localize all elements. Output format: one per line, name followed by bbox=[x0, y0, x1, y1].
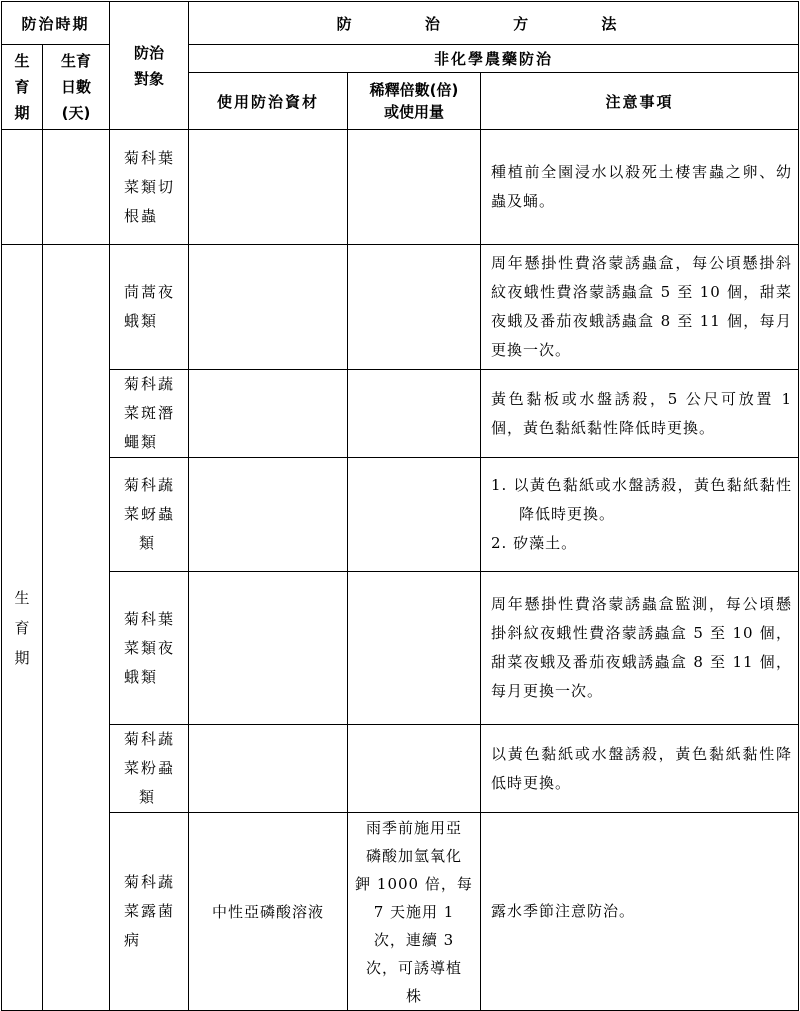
row-3-note-1: 1. 以黃色黏紙或水盤誘殺，黃色黏紙黏性降低時更換。 bbox=[491, 476, 793, 523]
row-0-material bbox=[189, 130, 348, 245]
row-5-target: 菊科蔬 菜粉蝨 類 bbox=[110, 725, 189, 813]
row-0-dilution bbox=[348, 130, 481, 245]
row-4-material bbox=[189, 572, 348, 725]
header-period: 防治時期 bbox=[2, 2, 110, 45]
row-0-stage bbox=[2, 130, 43, 245]
row-1-dilution bbox=[348, 245, 481, 370]
header-growth-stage: 生 育 期 bbox=[2, 45, 43, 130]
row-1-notes: 周年懸掛性費洛蒙誘蟲盒，每公頃懸掛斜紋夜蛾性費洛蒙誘蟲盒 5 至 10 個，甜菜夜蛾及番茄夜蛾誘蟲盒 8 至 11 個，每月更換一次。 bbox=[481, 245, 799, 370]
row-3-notes-list bbox=[491, 471, 792, 558]
row-1-material bbox=[189, 245, 348, 370]
row-6-notes: 露水季節注意防治。 bbox=[481, 813, 799, 1011]
growth-days-empty bbox=[43, 245, 110, 1011]
row-1-target: 茼蒿夜 蛾類 bbox=[110, 245, 189, 370]
row-4-notes: 周年懸掛性費洛蒙誘蟲盒監測，每公頃懸掛斜紋夜蛾性費洛蒙誘蟲盒 5 至 10 個，甜菜夜蛾及番茄夜蛾誘蟲盒 8 至 11 個，每月更換一次。 bbox=[481, 572, 799, 725]
row-2-material bbox=[189, 370, 348, 458]
header-method: 防 治 方 法 bbox=[189, 2, 799, 45]
header-dilution: 稀釋倍數(倍) 或使用量 bbox=[348, 73, 481, 130]
row-3-dilution bbox=[348, 458, 481, 572]
row-2-target: 菊科蔬 菜斑潛 蠅類 bbox=[110, 370, 189, 458]
row-6-material: 中性亞磷酸溶液 bbox=[189, 813, 348, 1011]
row-6-target: 菊科蔬 菜露菌 病 bbox=[110, 813, 189, 1011]
row-5-material bbox=[189, 725, 348, 813]
row-5-notes: 以黃色黏紙或水盤誘殺，黃色黏紙黏性降低時更換。 bbox=[481, 725, 799, 813]
header-growth-days: 生育 日數 (天) bbox=[43, 45, 110, 130]
row-2-dilution bbox=[348, 370, 481, 458]
pest-control-table bbox=[1, 1, 799, 1011]
header-material: 使用防治資材 bbox=[189, 73, 348, 130]
row-0-notes: 種植前全園浸水以殺死土棲害蟲之卵、幼蟲及蛹。 bbox=[481, 130, 799, 245]
row-0-days bbox=[43, 130, 110, 245]
header-notes: 注意事項 bbox=[481, 73, 799, 130]
row-6-dilution: 雨季前施用亞 磷酸加氫氧化 鉀 1000 倍，每 7 天施用 1 次，連續 3 次，可誘導植 株 bbox=[348, 813, 481, 1011]
row-3-notes bbox=[481, 458, 799, 572]
row-4-dilution bbox=[348, 572, 481, 725]
row-3-target: 菊科蔬 菜蚜蟲 類 bbox=[110, 458, 189, 572]
row-3-material bbox=[189, 458, 348, 572]
growth-period-label: 生 育 期 bbox=[2, 245, 43, 1011]
row-2-notes: 黃色黏板或水盤誘殺，5 公尺可放置 1 個，黃色黏紙黏性降低時更換。 bbox=[481, 370, 799, 458]
row-5-dilution bbox=[348, 725, 481, 813]
header-target: 防治 對象 bbox=[110, 2, 189, 130]
row-0-target: 菊科葉 菜類切 根蟲 bbox=[110, 130, 189, 245]
row-3-note-2: 2. 矽藻土。 bbox=[491, 534, 578, 552]
row-4-target: 菊科葉 菜類夜 蛾類 bbox=[110, 572, 189, 725]
header-non-chemical: 非化學農藥防治 bbox=[189, 45, 799, 73]
